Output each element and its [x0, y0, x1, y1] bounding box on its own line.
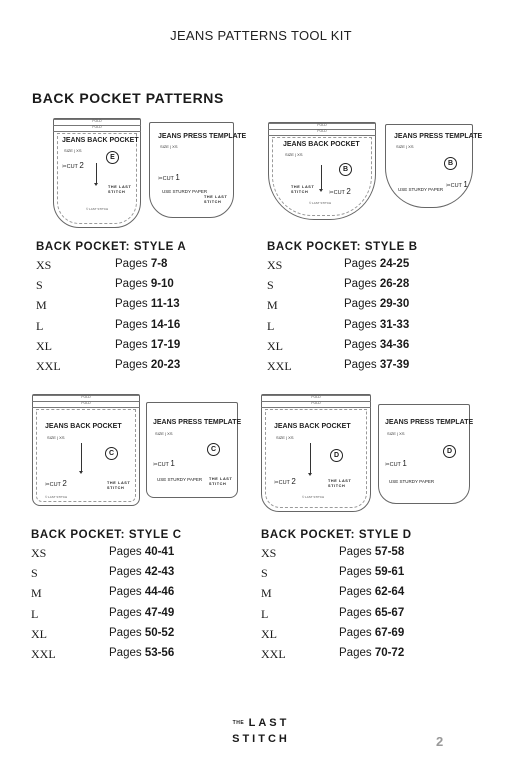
- size-label: L: [267, 319, 275, 333]
- size-label: S: [36, 278, 43, 292]
- cut-count: 2: [346, 187, 351, 196]
- brand-logo: [0, 714, 522, 745]
- pages-ref: Pages 44-46: [109, 586, 175, 598]
- style-a-back-pocket-illustration: [53, 118, 141, 228]
- pages-ref: Pages 70-72: [339, 647, 405, 659]
- cut-label: ✂CUT 2: [274, 477, 296, 486]
- mini-logo: THE LAST STITCH: [204, 195, 228, 204]
- pattern-title: JEANS PRESS TEMPLATE: [394, 133, 483, 140]
- fold-label: FOLD: [311, 401, 321, 405]
- cut-prefix: CUT: [49, 482, 61, 488]
- fold-label: FOLD: [92, 119, 102, 123]
- pages-ref: Pages 53-56: [109, 647, 175, 659]
- pages-ref: Pages 62-64: [339, 586, 405, 598]
- cut-label: ✂CUT 1: [446, 180, 468, 189]
- pattern-title: JEANS BACK POCKET: [283, 141, 360, 148]
- pages-ref: Pages 40-41: [109, 546, 175, 558]
- style-d-back-pocket-illustration: [261, 394, 371, 512]
- style-a-press-template-illustration: [149, 122, 247, 218]
- pages-ref: Pages 24-25: [344, 258, 410, 270]
- pages-ref: Pages 17-19: [115, 339, 181, 351]
- style-b-press-template-illustration: [385, 124, 483, 208]
- fold-label: FOLD: [81, 401, 91, 405]
- style-a-title: BACK POCKET: STYLE A: [36, 241, 187, 253]
- pages-ref: Pages 65-67: [339, 607, 405, 619]
- size-label: XXL: [267, 359, 292, 373]
- pages-ref: Pages 50-52: [109, 627, 175, 639]
- size-label: S: [261, 566, 268, 580]
- cut-prefix: CUT: [162, 176, 174, 182]
- style-badge: B: [339, 163, 352, 176]
- paper-note: USE STURDY PAPER: [162, 189, 208, 194]
- style-badge: C: [105, 447, 118, 460]
- pages-ref: Pages 14-16: [115, 319, 181, 331]
- size-label: XS: [267, 258, 283, 272]
- pattern-size-label: SIZE | XS: [276, 435, 294, 440]
- mini-logo: THE LAST STITCH: [108, 185, 132, 194]
- style-c-back-pocket-illustration: [32, 394, 140, 506]
- cut-label: ✂CUT 1: [158, 173, 180, 182]
- size-label: XXL: [36, 359, 61, 373]
- size-label: S: [267, 278, 274, 292]
- style-b-title: BACK POCKET: STYLE B: [267, 241, 418, 253]
- size-label: XXL: [261, 647, 286, 661]
- style-badge: D: [443, 445, 456, 458]
- cut-label: ✂CUT 2: [62, 161, 84, 170]
- pattern-size-label: SIZE | XS: [387, 431, 405, 436]
- cut-label: ✂CUT 1: [385, 459, 407, 468]
- cut-count: 2: [79, 161, 84, 170]
- logo-stitch: STITCH: [232, 733, 290, 745]
- size-label: XL: [267, 339, 283, 353]
- size-label: L: [261, 607, 269, 621]
- style-b-back-pocket-illustration: [268, 122, 376, 220]
- pages-ref: Pages 37-39: [344, 359, 410, 371]
- cut-count: 2: [291, 477, 296, 486]
- size-label: XS: [31, 546, 47, 560]
- page-number: 2: [436, 734, 444, 749]
- section-title: BACK POCKET PATTERNS: [32, 90, 224, 106]
- logo-last: LAST: [248, 716, 290, 729]
- pattern-size-label: SIZE | XS: [160, 144, 178, 149]
- pattern-title: JEANS BACK POCKET: [274, 423, 351, 430]
- pages-ref: Pages 9-10: [115, 278, 174, 290]
- style-d-title: BACK POCKET: STYLE D: [261, 529, 412, 541]
- style-c-title: BACK POCKET: STYLE C: [31, 529, 182, 541]
- grainline-arrow: [310, 443, 311, 473]
- fold-label: FOLD: [317, 129, 327, 133]
- cut-prefix: CUT: [450, 183, 462, 189]
- cut-count: 1: [170, 459, 175, 468]
- cut-prefix: CUT: [66, 164, 78, 170]
- copyright-note: © LAST STITCH: [302, 495, 325, 499]
- mini-logo: THE LAST STITCH: [209, 477, 233, 486]
- pages-ref: Pages 47-49: [109, 607, 175, 619]
- size-label: XL: [36, 339, 52, 353]
- pattern-title: JEANS BACK POCKET: [45, 423, 122, 430]
- size-label: M: [267, 298, 278, 312]
- paper-note: USE STURDY PAPER: [389, 479, 435, 484]
- style-badge: E: [106, 151, 119, 164]
- grainline-arrow: [96, 163, 97, 183]
- cut-prefix: CUT: [389, 462, 401, 468]
- cut-count: 1: [402, 459, 407, 468]
- size-label: XL: [261, 627, 277, 641]
- cut-prefix: CUT: [333, 190, 345, 196]
- fold-label: FOLD: [81, 395, 91, 399]
- pattern-size-label: SIZE | XS: [396, 144, 414, 149]
- fold-label: FOLD: [92, 125, 102, 129]
- size-label: M: [36, 298, 47, 312]
- pages-ref: Pages 7-8: [115, 258, 168, 270]
- cut-prefix: CUT: [278, 480, 290, 486]
- cut-label: ✂CUT 2: [45, 479, 67, 488]
- fold-label: FOLD: [317, 123, 327, 127]
- size-label: M: [31, 586, 42, 600]
- pattern-size-label: SIZE | XS: [64, 148, 82, 153]
- pages-ref: Pages 31-33: [344, 319, 410, 331]
- size-label: XXL: [31, 647, 56, 661]
- cut-count: 2: [62, 479, 67, 488]
- size-label: XS: [261, 546, 277, 560]
- pages-ref: Pages 67-69: [339, 627, 405, 639]
- copyright-note: © LAST STITCH: [86, 207, 109, 211]
- logo-the: THE: [232, 719, 245, 726]
- pages-ref: Pages 59-61: [339, 566, 405, 578]
- cut-count: 1: [463, 180, 468, 189]
- size-label: M: [261, 586, 272, 600]
- style-badge: D: [330, 449, 343, 462]
- pattern-size-label: SIZE | XS: [285, 152, 303, 157]
- pages-ref: Pages 34-36: [344, 339, 410, 351]
- pages-ref: Pages 42-43: [109, 566, 175, 578]
- mini-logo: THE LAST STITCH: [107, 481, 131, 490]
- pattern-title: JEANS BACK POCKET: [62, 137, 139, 144]
- style-d-press-template-illustration: [378, 404, 474, 504]
- pages-ref: Pages 57-58: [339, 546, 405, 558]
- style-c-press-template-illustration: [146, 402, 242, 498]
- style-badge: C: [207, 443, 220, 456]
- pages-ref: Pages 11-13: [115, 298, 180, 310]
- pattern-title: JEANS PRESS TEMPLATE: [385, 419, 474, 426]
- copyright-note: © LAST STITCH: [45, 495, 68, 499]
- pattern-size-label: SIZE | XS: [155, 431, 173, 436]
- grainline-arrow: [321, 165, 322, 189]
- paper-note: USE STURDY PAPER: [398, 187, 444, 192]
- cut-count: 1: [175, 173, 180, 182]
- size-label: XL: [31, 627, 47, 641]
- pages-ref: Pages 29-30: [344, 298, 410, 310]
- mini-logo: THE LAST STITCH: [328, 479, 352, 488]
- page-header-title: JEANS PATTERNS TOOL KIT: [170, 28, 352, 43]
- pages-ref: Pages 20-23: [115, 359, 181, 371]
- pattern-size-label: SIZE | XS: [47, 435, 65, 440]
- grainline-arrow: [81, 443, 82, 471]
- pages-ref: Pages 26-28: [344, 278, 410, 290]
- copyright-note: © LAST STITCH: [309, 201, 332, 205]
- size-label: L: [36, 319, 44, 333]
- size-label: L: [31, 607, 39, 621]
- cut-prefix: CUT: [157, 462, 169, 468]
- size-label: S: [31, 566, 38, 580]
- fold-label: FOLD: [311, 395, 321, 399]
- cut-label: ✂CUT 2: [329, 187, 351, 196]
- mini-logo: THE LAST STITCH: [291, 185, 315, 194]
- cut-label: ✂CUT 1: [153, 459, 175, 468]
- pattern-title: JEANS PRESS TEMPLATE: [153, 419, 242, 426]
- paper-note: USE STURDY PAPER: [157, 477, 203, 482]
- size-label: XS: [36, 258, 52, 272]
- style-badge: B: [444, 157, 457, 170]
- pattern-title: JEANS PRESS TEMPLATE: [158, 133, 247, 140]
